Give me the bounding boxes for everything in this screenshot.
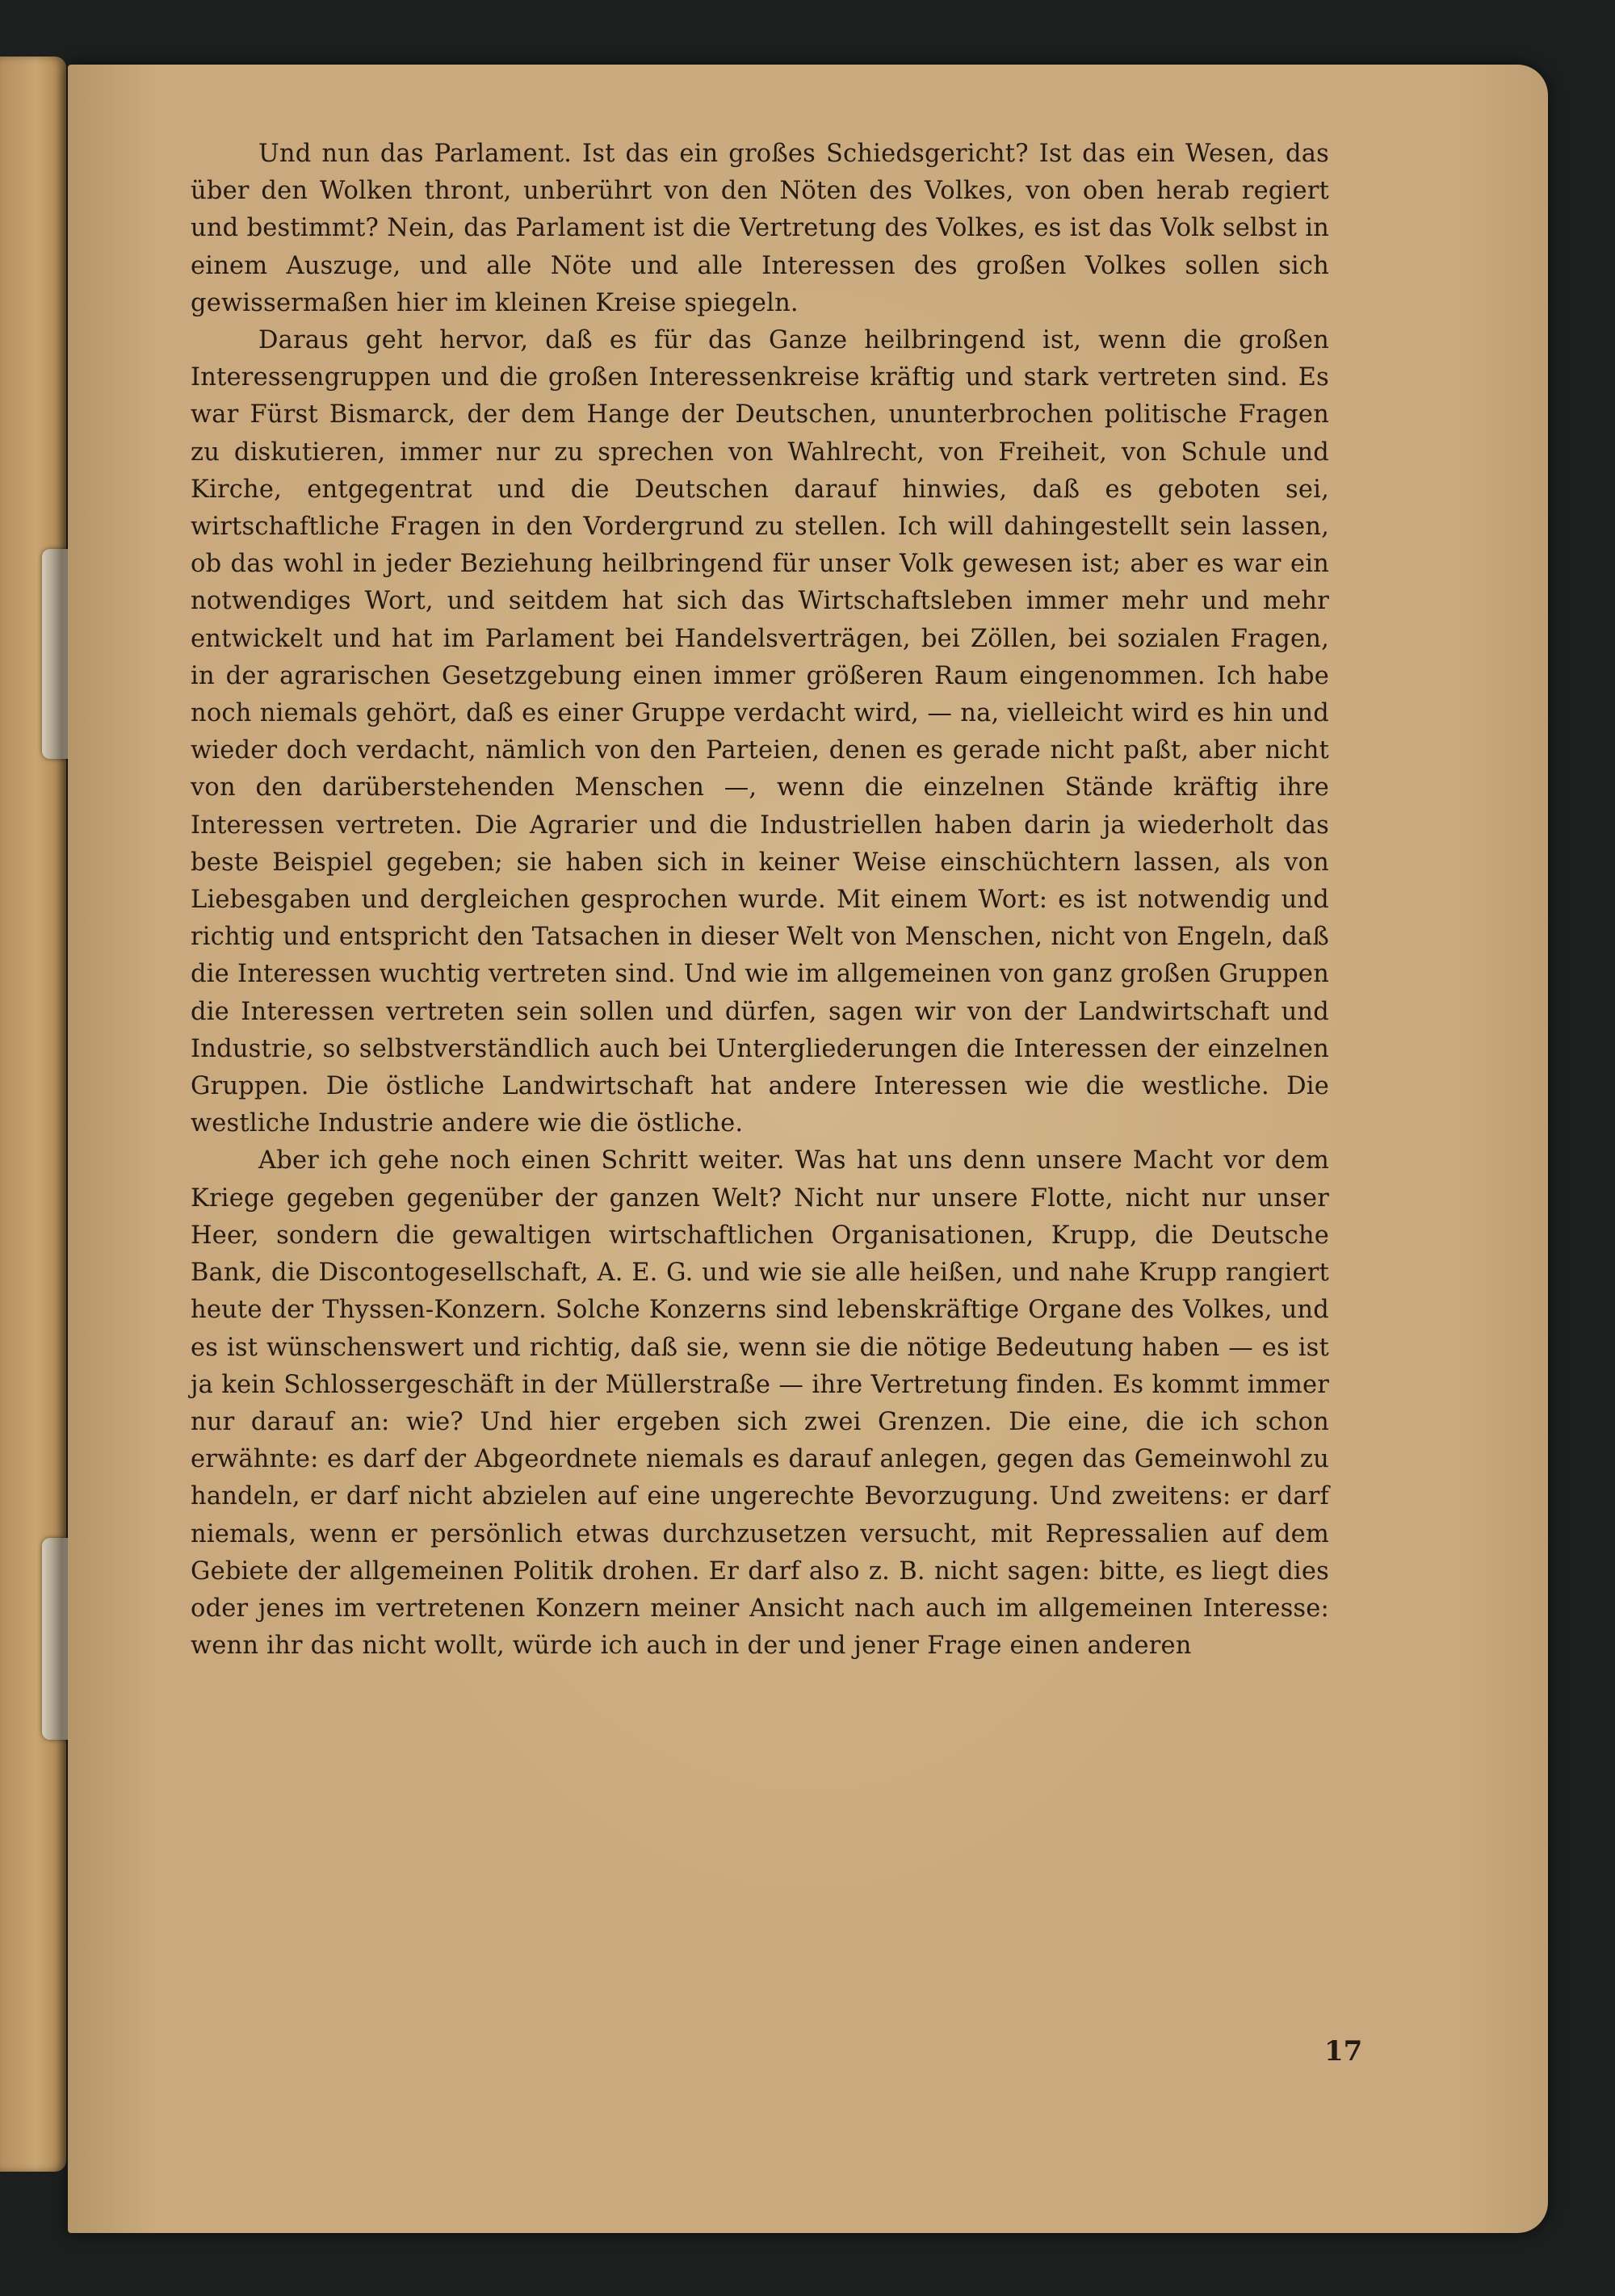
left-page-edge (0, 57, 66, 2172)
paragraph-3: Aber ich gehe noch einen Schritt weiter. Was hat uns denn unsere Macht vor dem Kriege gegeben gegenüber der ganzen Welt? Nicht nur unsere Flotte, nicht nur unser Heer, sondern die gewaltigen wirtschaftlichen Organisationen, Krupp, die Deutsche Bank, die Discontogesellschaft, A. E. G. und wie sie alle heißen, und nahe Krupp rangiert heute der Thyssen-Konzern. Solche Konzerns sind lebenskräftige Organe des Volkes, und es ist wünschenswert und richtig, daß sie, wenn sie die nötige Bedeutung haben — es ist ja kein Schlossergeschäft in der Müllerstraße — ihre Vertretung finden. Es kommt immer nur darauf an: wie? Und hier ergeben sich zwei Grenzen. Die eine, die ich schon erwähnte: es darf der Abgeordnete niemals es darauf anlegen, gegen das Gemeinwohl zu handeln, er darf nicht abzielen auf eine ungerechte Bevorzugung. Und zweitens: er darf niemals, wenn er persönlich etwas durchzusetzen versucht, mit Repressalien auf dem Gebiete der allgemeinen Politik drohen. Er darf also z. B. nicht sagen: bitte, es liegt dies oder jenes im vertretenen Konzern meiner Ansicht nach auch im allgemeinen Interesse: wenn ihr das nicht wollt, würde ich auch in der und jener Frage einen anderen (191, 1146, 1329, 1661)
paragraph-2: Daraus geht hervor, daß es für das Ganze heilbringend ist, wenn die großen Interessengruppen und die großen Interessenkreise kräftig und stark vertreten sind. Es war Fürst Bismarck, der dem Hange der Deutschen, ununterbrochen politische Fragen zu diskutieren, immer nur zu sprechen von Wahlrecht, von Freiheit, von Schule und Kirche, entgegentrat und die Deutschen darauf hinwies, daß es geboten sei, wirtschaftliche Fragen in den Vordergrund zu stellen. Ich will dahingestellt sein lassen, ob das wohl in jeder Beziehung heilbringend für unser Volk gewesen ist; aber es war ein notwendiges Wort, und seitdem hat sich das Wirtschaftsleben immer mehr und mehr entwickelt und hat im Parlament bei Handelsverträgen, bei Zöllen, bei sozialen Fragen, in der agrarischen Gesetzgebung einen immer größeren Raum eingenommen. Ich habe noch niemals gehört, daß es einer Gruppe verdacht wird, — na, vielleicht wird es hin und wieder doch verdacht, nämlich von den Parteien, denen es gerade nicht paßt, aber nicht von den darüberstehenden Menschen —, wenn die einzelnen Stände kräftig ihre Interessen vertreten. Die Agrarier und die Industriellen haben darin ja wiederholt das beste Beispiel gegeben; sie haben sich in keiner Weise einschüchtern lassen, als von Liebesgaben und dergleichen gesprochen wurde. Mit einem Wort: es ist notwendig und richtig und entspricht den Tatsachen in dieser Welt von Menschen, nicht von Engeln, daß die Interessen wuchtig vertreten sind. Und wie im allgemeinen von ganz großen Gruppen die Interessen vertreten sein sollen und dürfen, sagen wir von der Landwirtschaft und Industrie, so selbstverständlich auch bei Untergliederungen die Interessen der einzelnen Gruppen. Die östliche Landwirtschaft hat andere Interessen wie die westliche. Die westliche Industrie andere wie die östliche. (191, 326, 1329, 1138)
paragraph-1: Und nun das Parlament. Ist das ein großes Schiedsgericht? Ist das ein Wesen, das über den Wolken thront, unberührt von den Nöten des Volkes, von oben herab regiert und bestimmt? Nein, das Parlament ist die Vertretung des Volkes, es ist das Volk selbst in einem Auszuge, und alle Nöte und alle Interessen des großen Volkes sollen sich gewissermaßen hier im kleinen Kreise spiegeln. (191, 140, 1329, 317)
body-text (191, 136, 1329, 1665)
page-number: 17 (1324, 2035, 1363, 2068)
